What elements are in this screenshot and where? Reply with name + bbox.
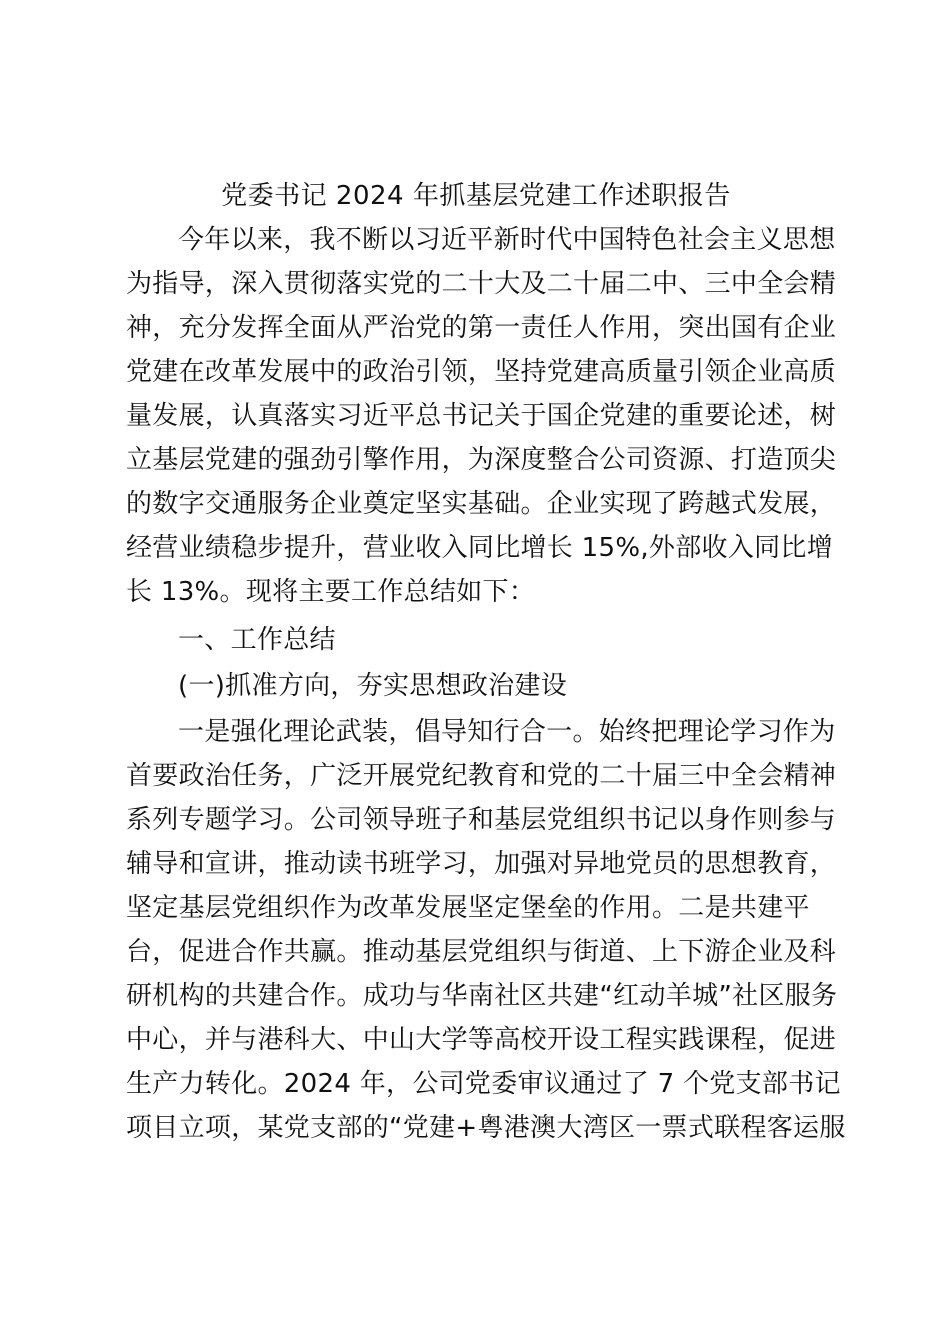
paragraph-line: 量发展，认真落实习近平总书记关于国企党建的重要论述，树: [126, 401, 837, 431]
paragraph-line: 的数字交通服务企业奠定坚实基础。企业实现了跨越式发展，: [126, 489, 837, 519]
section-heading: 一、工作总结: [178, 625, 336, 655]
document-title: 党委书记 2024 年抓基层党建工作述职报告: [221, 181, 731, 211]
paragraph-line: 长 13%。现将主要工作总结如下：: [126, 577, 536, 607]
paragraph-line: 生产力转化。2024 年，公司党委审议通过了 7 个党支部书记: [126, 1069, 841, 1099]
paragraph-line: 今年以来，我不断以习近平新时代中国特色社会主义思想: [178, 225, 836, 255]
paragraph-line: 辅导和宣讲，推动读书班学习，加强对异地党员的思想教育，: [126, 849, 837, 879]
paragraph-line: 台，促进合作共赢。推动基层党组织与街道、上下游企业及科: [126, 937, 837, 967]
paragraph-line: 中心，并与港科大、中山大学等高校开设工程实践课程，促进: [126, 1025, 837, 1055]
paragraph-line: 一是强化理论武装，倡导知行合一。始终把理论学习作为: [178, 717, 836, 747]
paragraph-line: 系列专题学习。公司领导班子和基层党组织书记以身作则参与: [126, 805, 837, 835]
paragraph-line: 研机构的共建合作。成功与华南社区共建“红动羊城”社区服务: [126, 981, 838, 1011]
paragraph-line: 立基层党建的强劲引擎作用，为深度整合公司资源、打造顶尖: [126, 445, 837, 475]
paragraph-line: 首要政治任务，广泛开展党纪教育和党的二十届三中全会精神: [126, 761, 837, 791]
paragraph-line: 神，充分发挥全面从严治党的第一责任人作用，突出国有企业: [126, 313, 837, 343]
paragraph-line: 党建在改革发展中的政治引领，坚持党建高质量引领企业高质: [126, 357, 837, 387]
paragraph-line: 为指导，深入贯彻落实党的二十大及二十届二中、三中全会精: [126, 269, 837, 299]
paragraph-line: 项目立项，某党支部的“党建+粤港澳大湾区一票式联程客运服: [126, 1113, 846, 1143]
subsection-heading: (一)抓准方向，夯实思想政治建设: [178, 671, 568, 701]
paragraph-line: 经营业绩稳步提升，营业收入同比增长 15%,外部收入同比增: [126, 533, 834, 563]
paragraph-line: 坚定基层党组织作为改革发展坚定堡垒的作用。二是共建平: [126, 893, 810, 923]
